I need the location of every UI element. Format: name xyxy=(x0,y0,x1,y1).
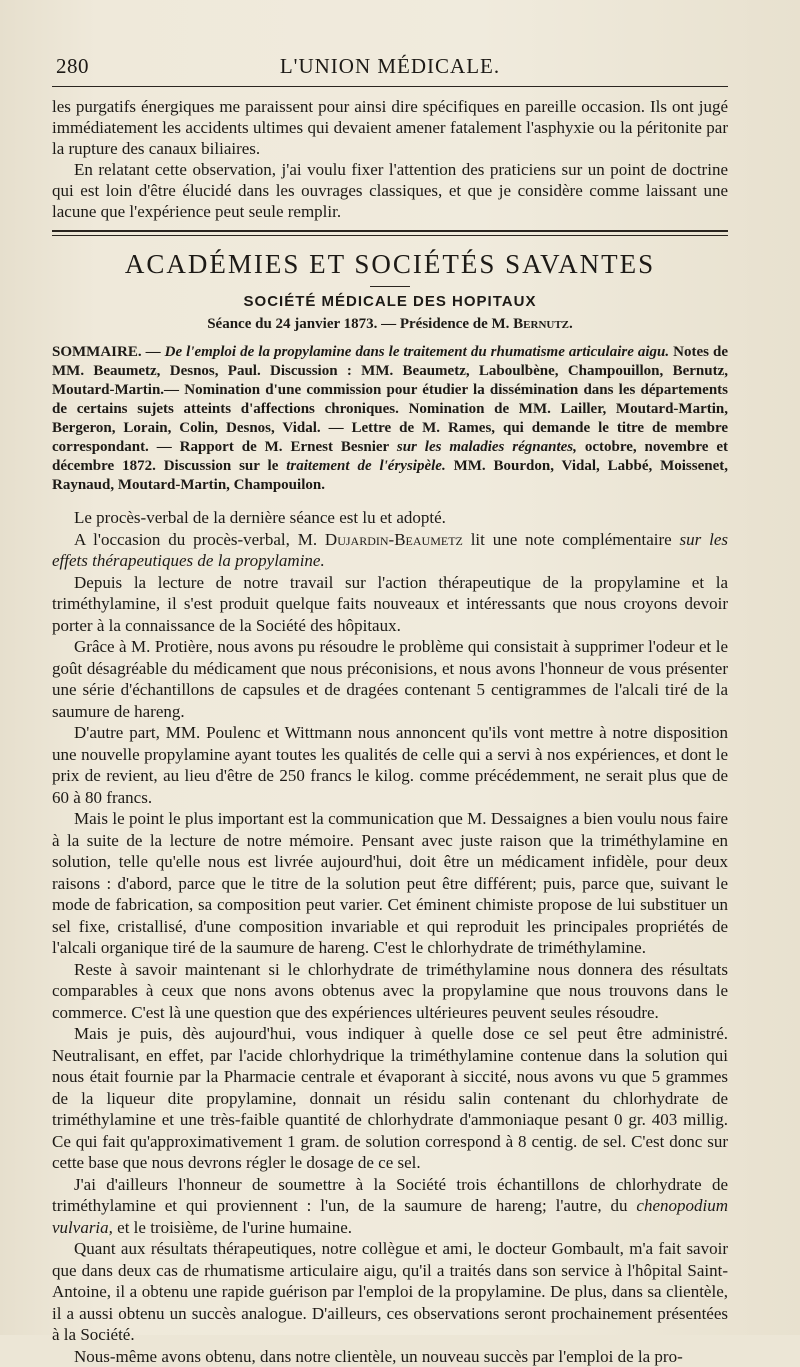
paragraph-dessaignes: Mais le point le plus important est la communication que M. Dessaignes a bien voulu nous faire à la suite de la lecture de notre mémoire. Pensant avec juste raison que la triméthylamine en solution, telle qu'elle nous est livrée aujourd'hui, doit être un médicament infidèle, pour deux raisons : d'abord, parce que le titre de la solution peut être différent; puis, parce que, suivant le mode de fabrication, sa composition peut varier. Cet éminent chimiste propose de lui substituer un sel fixe, cristallisé, d'une composition invariable et qui reproduit les principales propriétés de l'alcali organique tiré de la saumure de hareng. C'est le chlorhydrate de triméthylamine. xyxy=(52,808,728,959)
sommaire xyxy=(52,343,728,495)
paragraph-proces-verbal: Le procès-verbal de la dernière séance est lu et adopté. xyxy=(52,507,728,529)
main-text xyxy=(52,507,728,1367)
species-name: chenopodium vulvaria, xyxy=(52,1196,728,1237)
page-number: 280 xyxy=(56,54,89,79)
note-title: sur les effets thérapeutiques de la propylamine. xyxy=(52,530,728,571)
paragraph-protiere: Grâce à M. Protière, nous avons pu résoudre le problème qui consistait à supprimer l'odeur et le goût désagréable du médicament que nous préconisions, et nous avons l'honneur de vous présenter une série d'échantillons de capsules et de dragées contenant 5 centigrammes de l'alcali tiré de la saumure de hareng. xyxy=(52,636,728,722)
opening-paragraph-1: les purgatifs énergiques me paraissent pour ainsi dire spécifiques en pareille occasion. Ils ont jugé immédiatement les accidents ultimes qui devaient amener fatalement l'asphyxie ou la péritonite par la rupture des canaux biliaires. xyxy=(52,96,728,159)
paragraph-occasion-mid: lit une note complémentaire xyxy=(471,530,672,549)
sommaire-title-2: sur les maladies régnantes, xyxy=(397,439,577,455)
paragraph-nous-meme: Nous-même avons obtenu, dans notre clientèle, un nouveau succès par l'emploi de la pro- xyxy=(52,1346,728,1367)
sommaire-label: SOMMAIRE. — xyxy=(52,344,161,360)
paragraph-echantillons-lead: J'ai d'ailleurs l'honneur de soumettre à la Société trois échantillons de chlorhydrate de triméthylamine et qui proviennent : l'un, de la saumure de hareng; l'autre, du xyxy=(52,1175,728,1216)
sommaire-title-3: traitement de l'érysipèle. xyxy=(286,458,445,474)
page-header xyxy=(52,0,728,82)
paragraph-resultats: Quant aux résultats thérapeutiques, notre collègue et ami, le docteur Gombault, m'a fait savoir que dans deux cas de rhumatisme articulaire aigu, qu'il a traités dans son service à l'hôpital Saint-Antoine, il a obtenu une rapide guérison par l'emploi de la propylamine. De plus, dans sa clientèle, il a aussi obtenu un succès analogue. D'ailleurs, ces observations seront prochainement présentées à la Société. xyxy=(52,1238,728,1346)
sommaire-text-1: Notes de MM. Beaumetz, Desnos, Paul. Discussion : MM. Beaumetz, Laboulbène, Champouillon, Bernutz, Moutard-Martin.— Nomination d'une commission pour étudier la dissémination dans les départements de certains sujets atteints d'affections chroniques. Nomination de MM. Lailler, Moutard-Martin, Bergeron, Lorain, Colin, Desnos, Vidal. — Lettre de M. Rames, qui demande le titre de membre correspondant. — Rapport de M. Ernest Besnier xyxy=(52,344,728,455)
paragraph-dose: Mais je puis, dès aujourd'hui, vous indiquer à quelle dose ce sel peut être administré. Neutralisant, en effet, par l'acide chlorhydrique la triméthylamine contenue dans la solution qui nous était fournie par la Pharmacie centrale et évaporant à siccité, nous avons vu que 5 grammes de la liqueur dite propylamine, donnait un résidu salin contenant du chlorhydrate de triméthylamine et une très-faible quantité de chlorhydrate d'ammoniaque pesant 0 gr. 403 millig. Ce qui fait qu'approximativement 1 gram. de solution correspond à 8 centig. de sel. C'est donc sur cette base que nous devrons régler le dosage de ce sel. xyxy=(52,1023,728,1174)
section-heading: ACADÉMIES ET SOCIÉTÉS SAVANTES xyxy=(52,248,728,280)
sommaire-text-3: MM. Bourdon, Vidal, Labbé, Moissenet, Raynaud, Moutard-Martin, Champouilon. xyxy=(52,458,728,493)
paragraph-poulenc: D'autre part, MM. Poulenc et Wittmann nous annoncent qu'ils vont mettre à notre disposition une nouvelle propylamine ayant toutes les qualités de celle qui a servi à nos expériences, et dont le prix de revient, au lieu d'être de 250 francs le kilog. comme précédemment, ne serait plus que de 60 à 80 francs. xyxy=(52,722,728,808)
paragraph-occasion xyxy=(52,529,728,572)
header-rule xyxy=(52,86,728,87)
paragraph-echantillons xyxy=(52,1174,728,1239)
seance-date: Séance du 24 janvier 1873. — Présidence de M. xyxy=(207,316,509,332)
author-name: Dujardin-Beaumetz xyxy=(325,530,463,549)
society-name: SOCIÉTÉ MÉDICALE DES HOPITAUX xyxy=(52,293,728,310)
seance-line xyxy=(52,316,728,333)
sommaire-text-2: octobre, novembre et décembre 1872. Discussion sur le xyxy=(52,439,728,474)
paragraph-echantillons-end: et le troisième, de l'urine humaine. xyxy=(117,1218,352,1237)
heading-rule xyxy=(370,286,410,287)
paragraph-occasion-lead: A l'occasion du procès-verbal, M. xyxy=(74,530,317,549)
paragraph-lecture: Depuis la lecture de notre travail sur l'action thérapeutique de la propylamine et la triméthylamine, il s'est produit quelque faits nouveaux et intéressants que nous croyons devoir porter à la connaissance de la Société des hôpitaux. xyxy=(52,572,728,637)
seance-president: Bernutz. xyxy=(513,316,573,332)
opening-text xyxy=(52,96,728,222)
running-title: L'UNION MÉDICALE. xyxy=(52,54,728,79)
paragraph-reste: Reste à savoir maintenant si le chlorhydrate de triméthylamine nous donnera des résultats comparables à ceux que nons avons obtenus avec la propylamine que nous trouvons dans le commerce. C'est là une question que des expériences ultérieures peuvent seules résoudre. xyxy=(52,959,728,1024)
section-divider xyxy=(52,230,728,236)
opening-paragraph-2: En relatant cette observation, j'ai voulu fixer l'attention des praticiens sur un point de doctrine qui est loin d'être élucidé dans les ouvrages classiques, et que je considère comme laissant une lacune que l'expérience peut seule remplir. xyxy=(52,159,728,222)
sommaire-title-1: De l'emploi de la propylamine dans le traitement du rhumatisme articulaire aigu. xyxy=(165,344,670,360)
